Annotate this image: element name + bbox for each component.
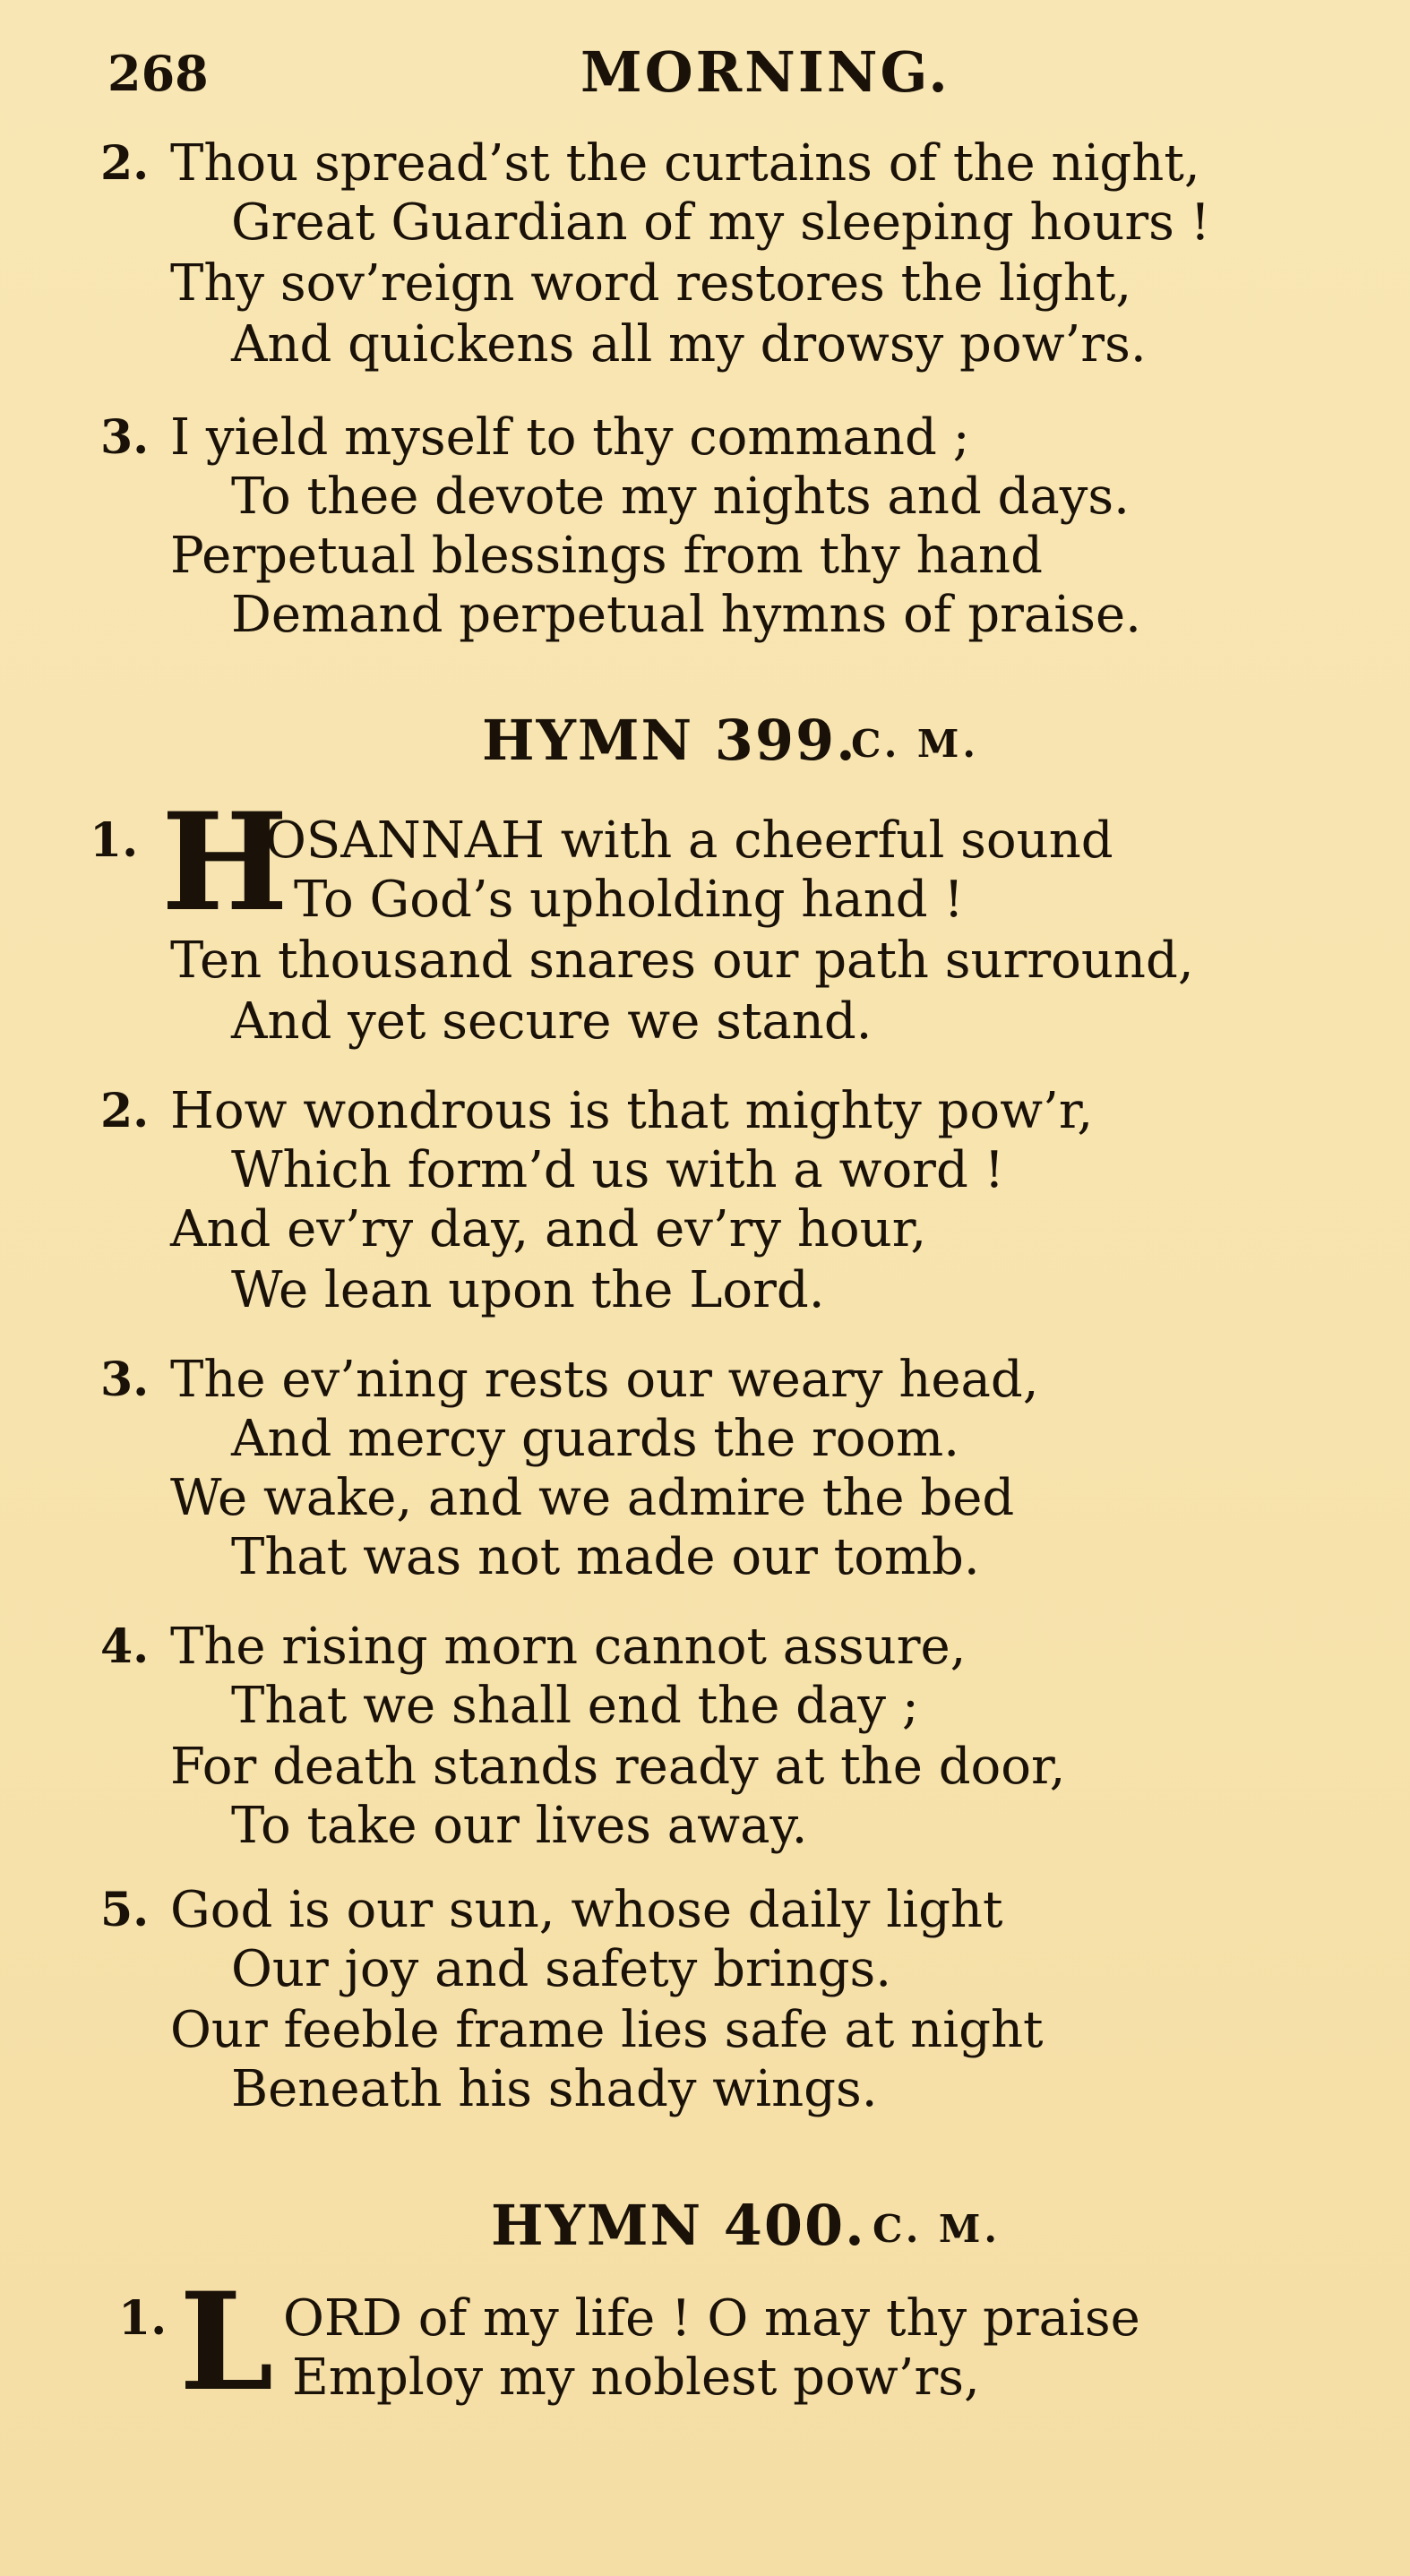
- verse-line: That we shall end the day ;: [231, 1677, 919, 1735]
- verse-number: 2.: [100, 1084, 150, 1138]
- verse-line: The rising morn cannot assure,: [170, 1618, 967, 1676]
- drop-cap: L: [179, 2263, 274, 2421]
- verse-line: To God’s upholding hand !: [294, 871, 964, 929]
- verse-line: That was not made our tomb.: [231, 1528, 980, 1586]
- verse-line: Our feeble frame lies safe at night: [170, 2001, 1044, 2059]
- verse-number: 3.: [100, 410, 150, 465]
- verse-number: 2.: [100, 136, 150, 191]
- verse-line: Perpetual blessings from thy hand: [170, 527, 1043, 585]
- verse-number: 1.: [118, 2291, 168, 2346]
- page-number: 268: [107, 45, 209, 102]
- hymn-meter: C. M.: [851, 722, 980, 766]
- verse-line: Great Guardian of my sleeping hours !: [231, 193, 1211, 252]
- drop-cap: H: [161, 784, 288, 941]
- verse-line: The ev’ning rests our weary head,: [170, 1351, 1039, 1409]
- verse-line: How wondrous is that mighty pow’r,: [170, 1082, 1094, 1140]
- verse-line: To thee devote my nights and days.: [231, 468, 1130, 526]
- running-head: MORNING.: [580, 39, 950, 105]
- verse-line: Employ my noblest pow’rs,: [292, 2348, 980, 2407]
- verse-line: God is our sun, whose daily light: [170, 1881, 1003, 1939]
- hymn-title: HYMN 399.: [482, 708, 857, 773]
- verse-number: 5.: [100, 1883, 150, 1937]
- verse-number: 4.: [100, 1619, 150, 1674]
- verse-line: Thou spread’st the curtains of the night,: [170, 134, 1200, 193]
- verse-line: We wake, and we admire the bed: [170, 1469, 1015, 1527]
- verse-line: ORD of my life ! O may thy praise: [283, 2289, 1140, 2348]
- hymn-title: HYMN 400.: [491, 2193, 866, 2258]
- verse-line: Our joy and safety brings.: [231, 1940, 892, 1998]
- verse-line: Which form’d us with a word !: [231, 1141, 1005, 1199]
- verse-line: And quickens all my drowsy pow’rs.: [231, 315, 1147, 374]
- verse-line: OSANNAH with a cheerful sound: [265, 811, 1113, 870]
- verse-line: Beneath his shady wings.: [231, 2060, 878, 2118]
- verse-line: I yield myself to thy command ;: [170, 408, 970, 467]
- verse-line: Demand perpetual hymns of praise.: [231, 586, 1141, 644]
- verse-line: To take our lives away.: [231, 1797, 808, 1855]
- hymn-meter: C. M.: [873, 2207, 1002, 2251]
- verse-number: 1.: [90, 813, 139, 868]
- verse-line: And ev’ry day, and ev’ry hour,: [170, 1200, 927, 1258]
- verse-line: And yet secure we stand.: [231, 992, 873, 1051]
- verse-line: For death stands ready at the door,: [170, 1738, 1066, 1796]
- verse-number: 3.: [100, 1352, 150, 1407]
- verse-line: Ten thousand snares our path surround,: [170, 932, 1194, 990]
- verse-line: And mercy guards the room.: [231, 1410, 960, 1468]
- verse-line: We lean upon the Lord.: [231, 1261, 825, 1319]
- page-header: [0, 36, 1410, 116]
- verse-line: Thy sov’reign word restores the light,: [170, 254, 1132, 313]
